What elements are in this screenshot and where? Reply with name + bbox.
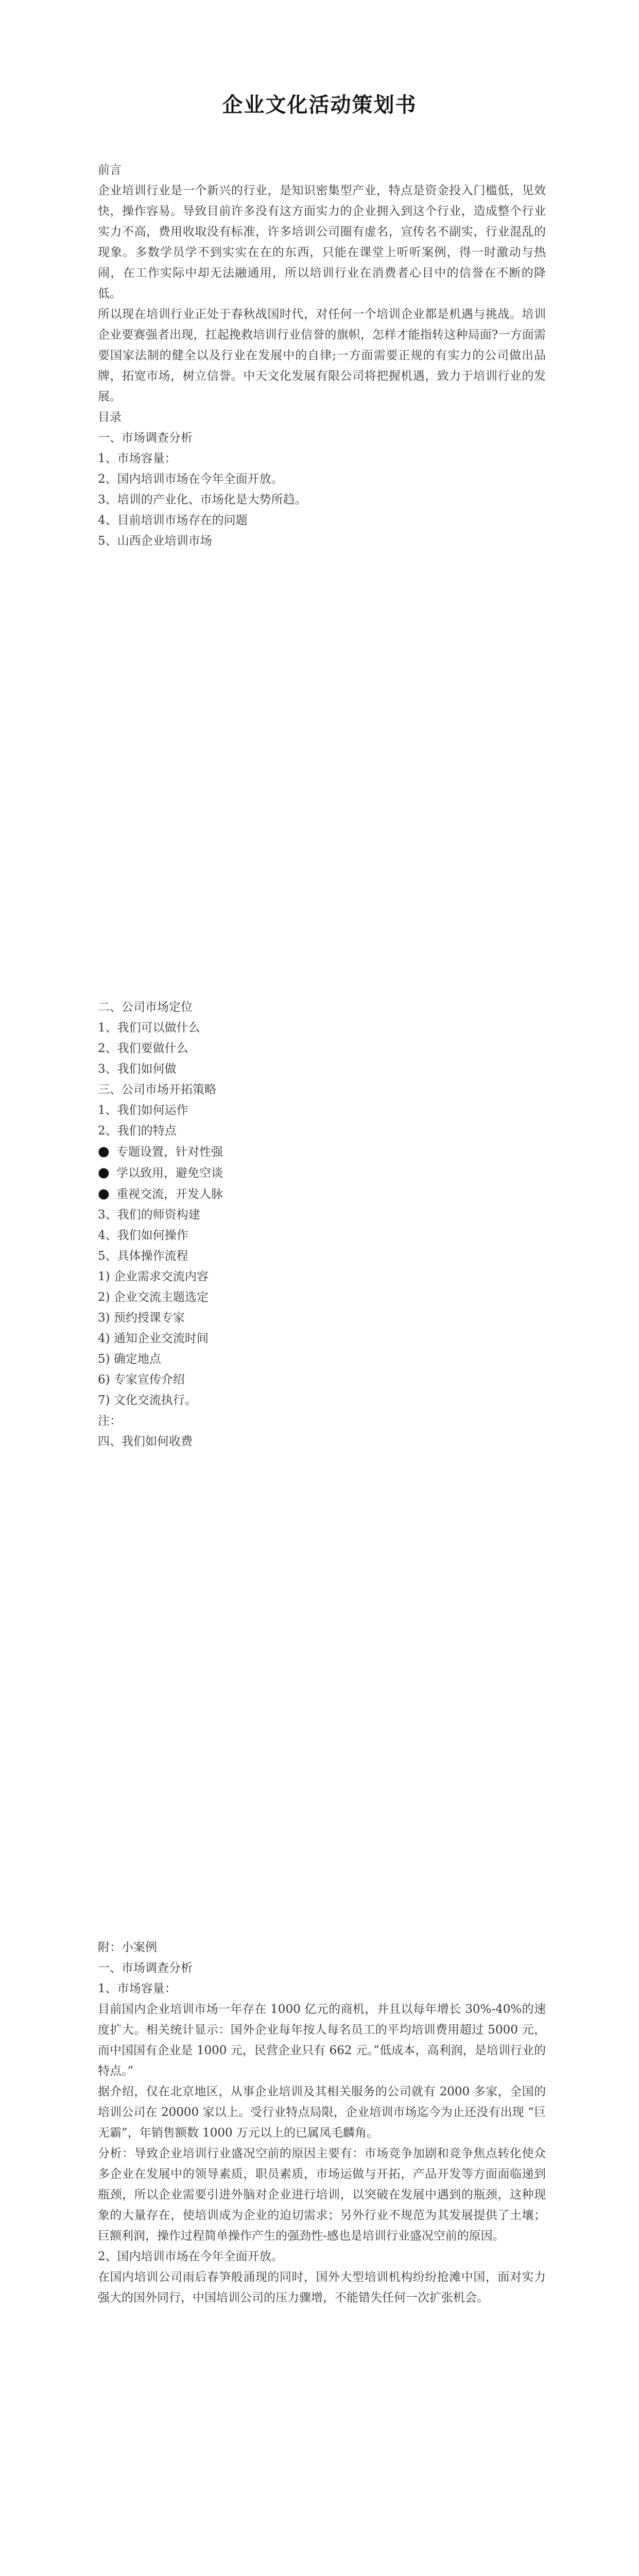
process-step: 2) 企业交流主题选定 (98, 1291, 209, 1304)
toc-item: 4、目前培训市场存在的问题 (98, 514, 248, 527)
foreword-section (98, 160, 546, 551)
toc-heading: 目录 (98, 411, 122, 424)
outline-item: 2、我们要做什么 (98, 1042, 188, 1055)
process-step: 4) 通知企业交流时间 (98, 1332, 209, 1345)
appendix-paragraph: 据介绍，仅在北京地区，从事企业培训及其相关服务的公司就有 2000 多家，全国的培训公司在 20000 家以上。受行业特点局限，企业培训市场迄今为止还没有出现 “巨无霸”，年销售额数 1000 万元以上的已属凤毛麟角。 (98, 2085, 546, 2140)
appendix-heading: 附：小案例 (98, 1941, 157, 1954)
process-step: 7) 文化交流执行。 (98, 1394, 197, 1407)
process-step: 6) 专家宣传介绍 (98, 1373, 185, 1386)
process-step: 5) 确定地点 (98, 1352, 161, 1366)
appendix-paragraph: 在国内培训公司雨后春笋般涌现的同时，国外大型培训机构纷纷抢滩中国，面对实力强大的国外同行，中国培训公司的压力骤增，不能错失任何一次扩张机会。 (98, 2270, 546, 2304)
appendix-subtitle: 1、市场容量： (98, 1982, 177, 1995)
toc-item: 1、市场容量： (98, 452, 177, 465)
appendix-paragraph: 目前国内企业培训市场一年存在 1000 亿元的商机，并且以每年增长 30%-40%的速度扩大。相关统计显示：国外企业每年按人每名员工的平均培训费用超过 5000 元，而中国国有企业是 1000 元，民营企业只有 662 元。”低成本，高利润，是培训行业的特点。” (98, 2003, 546, 2078)
outline-item: 1、我们如何运作 (98, 1104, 188, 1117)
outline-item: 二、公司市场定位 (98, 1001, 193, 1014)
note-label: 注： (98, 1414, 122, 1428)
outline-item: 四、我们如何收费 (98, 1435, 193, 1448)
toc-item: 2、国内培训市场在今年全面开放。 (98, 472, 283, 486)
toc-item: 5、山西企业培训市场 (98, 534, 212, 548)
outline-item: 3、我们的师资构建 (98, 1208, 200, 1222)
toc-item: 3、培训的产业化、市场化是大势所趋。 (98, 493, 307, 506)
outline-item: 5、具体操作流程 (98, 1249, 188, 1263)
feature-bullet: ● 学以致用，避免空谈 (98, 1162, 546, 1183)
outline-item: 3、我们如何做 (98, 1062, 177, 1076)
feature-bullet: ● 专题设置，针对性强 (98, 1141, 546, 1162)
process-step: 1) 企业需求交流内容 (98, 1270, 209, 1283)
outline-section (98, 997, 546, 1452)
document-title: 企业文化活动策划书 (222, 93, 417, 117)
feature-bullet: ● 重视交流，开发人脉 (98, 1183, 546, 1205)
appendix-paragraph: 分析：导致企业培训行业盛况空前的原因主要有：市场竞争加剧和竞争焦点转化使众多企业在发展中的领导素质，职员素质，市场运做与开拓，产品开发等方面面临递到瓶颈，所以企业需要引进外脑对企业进行培训，以突破在发展中遇到的瓶颈，这种现象的大量存在，使培训成为企业的迫切需求；另外行业不规范为其发展提供了土壤；巨额利润，操作过程简单操作产生的强劲性-感也是培训行业盛况空前的原因。 (98, 2147, 546, 2243)
foreword-paragraph-2: 所以现在培训行业正处于春秋战国时代，对任何一个培训企业都是机遇与挑战。培训企业要赛强者出现，扛起挽救培训行业信誉的旗帜，怎样才能指转这种局面?一方面需要国家法制的健全以及行业在发展中的自律;一方面需要正规的有实力的公司做出品牌，拓宽市场，树立信誉。中天文化发展有限公司将把握机遇，致力于培训行业的发展。 (98, 308, 546, 403)
appendix-section (98, 1937, 546, 2308)
foreword-paragraph-1: 企业培训行业是一个新兴的行业，是知识密集型产业，特点是资金投入门槛低，见效快，操作容易。导致目前许多没有这方面实力的企业拥入到这个行业，造成整个行业实力不高，费用收取没有标准，许多培训公司圈有虚名，宣传名不副实，行业混乱的现象。多数学员学不到实实在在的东西，只能在课堂上听听案例，得一时激动与热闹，在工作实际中却无法融通用，所以培训行业在消费者心目中的信誉在不断的降低。 (98, 184, 546, 300)
foreword-heading: 前言 (98, 163, 122, 177)
toc-section-1: 一、市场调查分析 (98, 431, 193, 445)
outline-item: 三、公司市场开拓策略 (98, 1083, 216, 1096)
appendix-subtitle: 2、国内培训市场在今年全面开放。 (98, 2250, 283, 2263)
outline-item: 2、我们的特点 (98, 1124, 177, 1138)
outline-item: 4、我们如何操作 (98, 1229, 188, 1242)
process-step: 3) 预约授课专家 (98, 1311, 185, 1325)
appendix-section-title: 一、市场调查分析 (98, 1961, 193, 1975)
outline-item: 1、我们可以做什么 (98, 1021, 200, 1035)
